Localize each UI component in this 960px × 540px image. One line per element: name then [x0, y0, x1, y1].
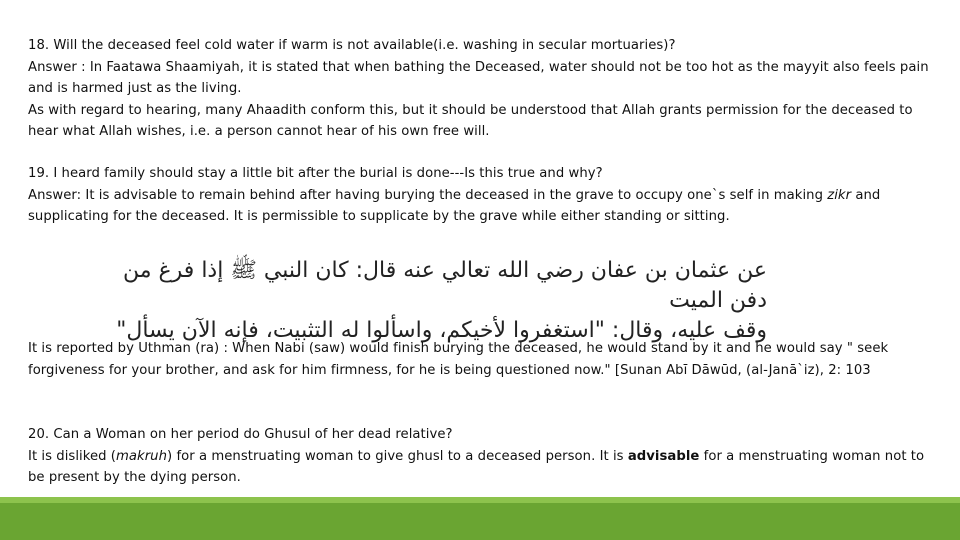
- answer-19-text-b: and supplicating for the deceased. It is permissible to supplicate by the grave while either standing or sitting.: [28, 187, 881, 224]
- answer-19-term: zikr: [827, 187, 852, 203]
- answer-20-term: makruh: [116, 448, 168, 464]
- arabic-hadith: [92, 256, 767, 346]
- hadith-translation: It is reported by Uthman (ra) : When Nabi (saw) would finish burying the deceased, he would stand by it and he would say " seek forgiveness for your brother, and ask for him firmness, for he is being questioned now." [Sunan Abī Dāwūd, (al-Janā`iz), 2: 103: [28, 341, 889, 378]
- answer-20-text-b: ) for a menstruating woman to give ghusl to a deceased person. It is: [167, 448, 628, 464]
- question-19-block: [28, 163, 933, 228]
- answer-19: [28, 185, 933, 228]
- footer-bar: [0, 503, 960, 540]
- question-18-block: [28, 35, 933, 143]
- answer-20-text-a: It is disliked (: [28, 448, 116, 464]
- question-19: 19. I heard family should stay a little bit after the burial is done---Is this true and why?: [28, 166, 603, 181]
- arabic-line-1: عن عثمان بن عفان رضي الله تعالي عنه قال: كان النبي ﷺ إذا فرغ من دفن الميت: [123, 258, 767, 313]
- answer-20: [28, 446, 933, 489]
- question-18: 18. Will the deceased feel cold water if warm is not available(i.e. washing in secular mortuaries)?: [28, 38, 676, 53]
- answer-19-text-a: Answer: It is advisable to remain behind after having burying the deceased in the grave to occupy one`s self in making: [28, 187, 828, 203]
- answer-20-text-c: for a menstruating woman not to be present by the dying person.: [28, 448, 925, 485]
- question-20: 20. Can a Woman on her period do Ghusul of her dead relative?: [28, 427, 453, 442]
- answer-18-part1: Answer : In Faatawa Shaamiyah, it is stated that when bathing the Deceased, water should not be too hot as the mayyit also feels pain and is harmed just as the living.: [28, 59, 929, 96]
- answer-20-bold: advisable: [627, 448, 700, 464]
- hadith-translation-block: [28, 338, 933, 381]
- question-20-block: [28, 424, 933, 489]
- arabic-line-2: وقف عليه، وقال: "استغفروا لأخيكم، واسألوا له التثبيت، فإنه الآن يسأل": [116, 318, 767, 343]
- answer-18-part2: As with regard to hearing, many Ahaadith conform this, but it should be understood that Allah grants permission for the deceased to hear what Allah wishes, i.e. a person cannot hear of his own free will.: [28, 102, 913, 139]
